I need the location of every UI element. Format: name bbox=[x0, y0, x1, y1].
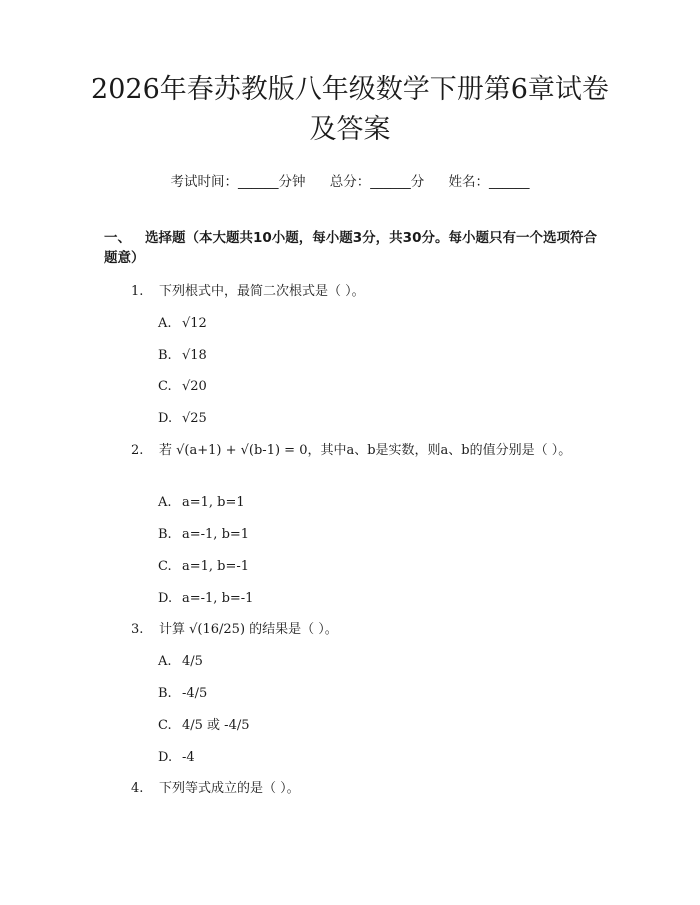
section-heading bbox=[104, 228, 604, 268]
option-1c bbox=[158, 377, 207, 397]
option-label: D. bbox=[158, 750, 173, 765]
option-text: √25 bbox=[182, 411, 207, 426]
option-1d bbox=[158, 409, 207, 429]
question-number: 3. bbox=[131, 622, 144, 637]
question-1 bbox=[131, 282, 591, 302]
option-3c bbox=[158, 716, 250, 736]
question-2 bbox=[131, 441, 591, 461]
option-label: A. bbox=[158, 654, 172, 669]
option-text: a=-1, b=-1 bbox=[182, 591, 254, 606]
question-number: 4. bbox=[131, 781, 144, 796]
option-1b bbox=[158, 346, 207, 366]
title-line-1: 2026年春苏教版八年级数学下册第6章试卷 bbox=[91, 74, 609, 105]
section-number: 一、 bbox=[104, 230, 131, 246]
option-text: 4/5 bbox=[182, 654, 203, 669]
exam-time: 考试时间：______分钟 bbox=[170, 174, 306, 190]
question-number: 1. bbox=[131, 284, 144, 299]
option-label: A. bbox=[158, 495, 172, 510]
question-text: 下列根式中，最简二次根式是（ ）。 bbox=[159, 284, 365, 299]
exam-info bbox=[0, 170, 700, 190]
option-1a bbox=[158, 314, 207, 334]
page-title bbox=[60, 70, 640, 150]
option-text: √18 bbox=[182, 348, 207, 363]
question-text: 若 √(a+1) + √(b-1) = 0，其中a、b是实数，则a、b的值分别是（ ）。 bbox=[159, 443, 572, 458]
option-label: D. bbox=[158, 411, 173, 426]
option-label: C. bbox=[158, 718, 172, 733]
option-3d bbox=[158, 748, 195, 768]
option-text: √12 bbox=[182, 316, 207, 331]
option-3b bbox=[158, 684, 207, 704]
option-text: -4/5 bbox=[182, 686, 208, 701]
option-label: B. bbox=[158, 348, 172, 363]
option-label: B. bbox=[158, 686, 172, 701]
option-label: A. bbox=[158, 316, 172, 331]
option-text: √20 bbox=[182, 379, 207, 394]
student-name: 姓名：______ bbox=[448, 174, 530, 190]
title-line-2: 及答案 bbox=[309, 114, 391, 145]
section-text: 选择题（本大题共10小题，每小题3分，共30分。每小题只有一个选项符合题意） bbox=[104, 230, 597, 266]
option-2d bbox=[158, 589, 253, 609]
option-label: C. bbox=[158, 379, 172, 394]
option-text: a=1, b=1 bbox=[182, 495, 245, 510]
exam-score: 总分：______分 bbox=[329, 174, 425, 190]
option-2a bbox=[158, 493, 245, 513]
question-number: 2. bbox=[131, 443, 144, 458]
option-2b bbox=[158, 525, 249, 545]
option-text: 4/5 或 -4/5 bbox=[182, 718, 250, 733]
option-3a bbox=[158, 652, 203, 672]
option-text: a=1, b=-1 bbox=[182, 559, 250, 574]
question-text: 下列等式成立的是（ ）。 bbox=[159, 781, 300, 796]
question-3 bbox=[131, 620, 591, 640]
option-label: B. bbox=[158, 527, 172, 542]
option-2c bbox=[158, 557, 249, 577]
question-4 bbox=[131, 779, 591, 799]
option-label: C. bbox=[158, 559, 172, 574]
question-text: 计算 √(16/25) 的结果是（ ）。 bbox=[159, 622, 338, 637]
option-text: -4 bbox=[182, 750, 195, 765]
option-label: D. bbox=[158, 591, 173, 606]
option-text: a=-1, b=1 bbox=[182, 527, 250, 542]
